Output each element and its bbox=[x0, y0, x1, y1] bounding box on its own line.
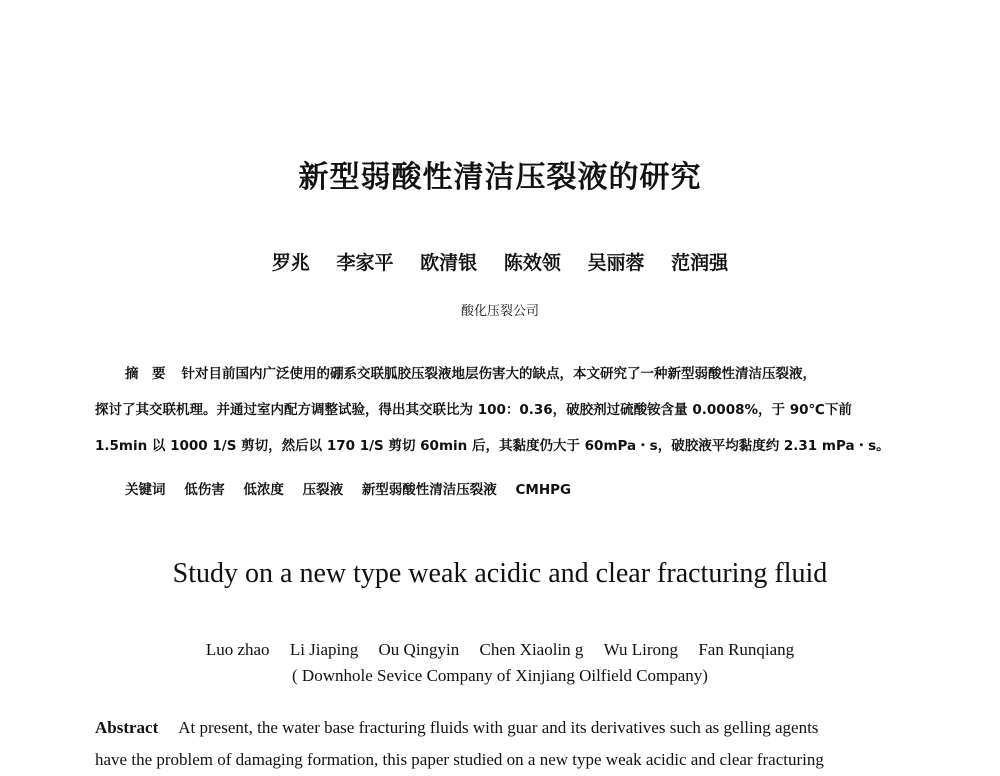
abstract-line: 1.5min 以 1000 1/S 剪切，然后以 170 1/S 剪切 60min 后，其黏度仍大于 60mPa・s，破胶液平均黏度约 2.31 mPa・s。 bbox=[95, 438, 890, 454]
chinese-affiliation: 酸化压裂公司 bbox=[460, 304, 539, 319]
english-authors bbox=[0, 640, 1000, 660]
author-cn: 李家平 bbox=[336, 252, 394, 274]
author-cn: 欧清银 bbox=[420, 252, 478, 274]
abstract-line: have the problem of damaging formation, this paper studied on a new type weak acidic and clear fracturing bbox=[95, 750, 824, 769]
abstract-text: 针对目前国内广泛使用的硼系交联胍胶压裂液地层伤害大的缺点，本文研究了一种新型弱酸性清洁压裂液， bbox=[181, 366, 816, 382]
abstract-text: At present, the water base fracturing fluids with guar and its derivatives such as gelling agents bbox=[178, 718, 819, 737]
keyword: CMHPG bbox=[515, 482, 572, 498]
author-en: Chen Xiaolin g bbox=[479, 640, 584, 659]
english-abstract bbox=[95, 712, 915, 776]
author-en: Wu Lirong bbox=[603, 640, 679, 659]
author-en: Ou Qingyin bbox=[378, 640, 460, 659]
english-title: Study on a new type weak acidic and clear fracturing fluid bbox=[172, 558, 828, 589]
keyword: 压裂液 bbox=[302, 482, 344, 498]
author-cn: 吴丽蓉 bbox=[587, 252, 645, 274]
english-affiliation: ( Downhole Sevice Company of Xinjiang Oilfield Company) bbox=[292, 666, 708, 685]
author-cn: 罗兆 bbox=[271, 252, 310, 274]
abstract-line bbox=[95, 712, 915, 744]
abstract-line bbox=[95, 356, 915, 392]
chinese-keywords bbox=[125, 478, 585, 498]
author-cn: 范润强 bbox=[671, 252, 729, 274]
author-cn: 陈效领 bbox=[503, 252, 561, 274]
chinese-abstract bbox=[95, 356, 915, 464]
keywords-label-cn: 关键词 bbox=[125, 482, 166, 498]
author-en: Fan Runqiang bbox=[698, 640, 795, 659]
chinese-authors bbox=[0, 248, 1000, 275]
keyword: 低伤害 bbox=[184, 482, 225, 498]
abstract-line: 探讨了其交联机理。并通过室内配方调整试验，得出其交联比为 100：0.36，破胶剂过硫酸铵含量 0.0008%，于 90℃下前 bbox=[95, 402, 852, 418]
abstract-label-en: Abstract bbox=[95, 718, 159, 737]
author-en: Luo zhao bbox=[205, 640, 270, 659]
chinese-title: 新型弱酸性清洁压裂液的研究 bbox=[298, 160, 702, 195]
keyword: 新型弱酸性清洁压裂液 bbox=[361, 482, 497, 498]
abstract-label-cn: 摘 要 bbox=[125, 366, 166, 382]
keyword: 低浓度 bbox=[243, 482, 284, 498]
author-en: Li Jiaping bbox=[289, 640, 359, 659]
